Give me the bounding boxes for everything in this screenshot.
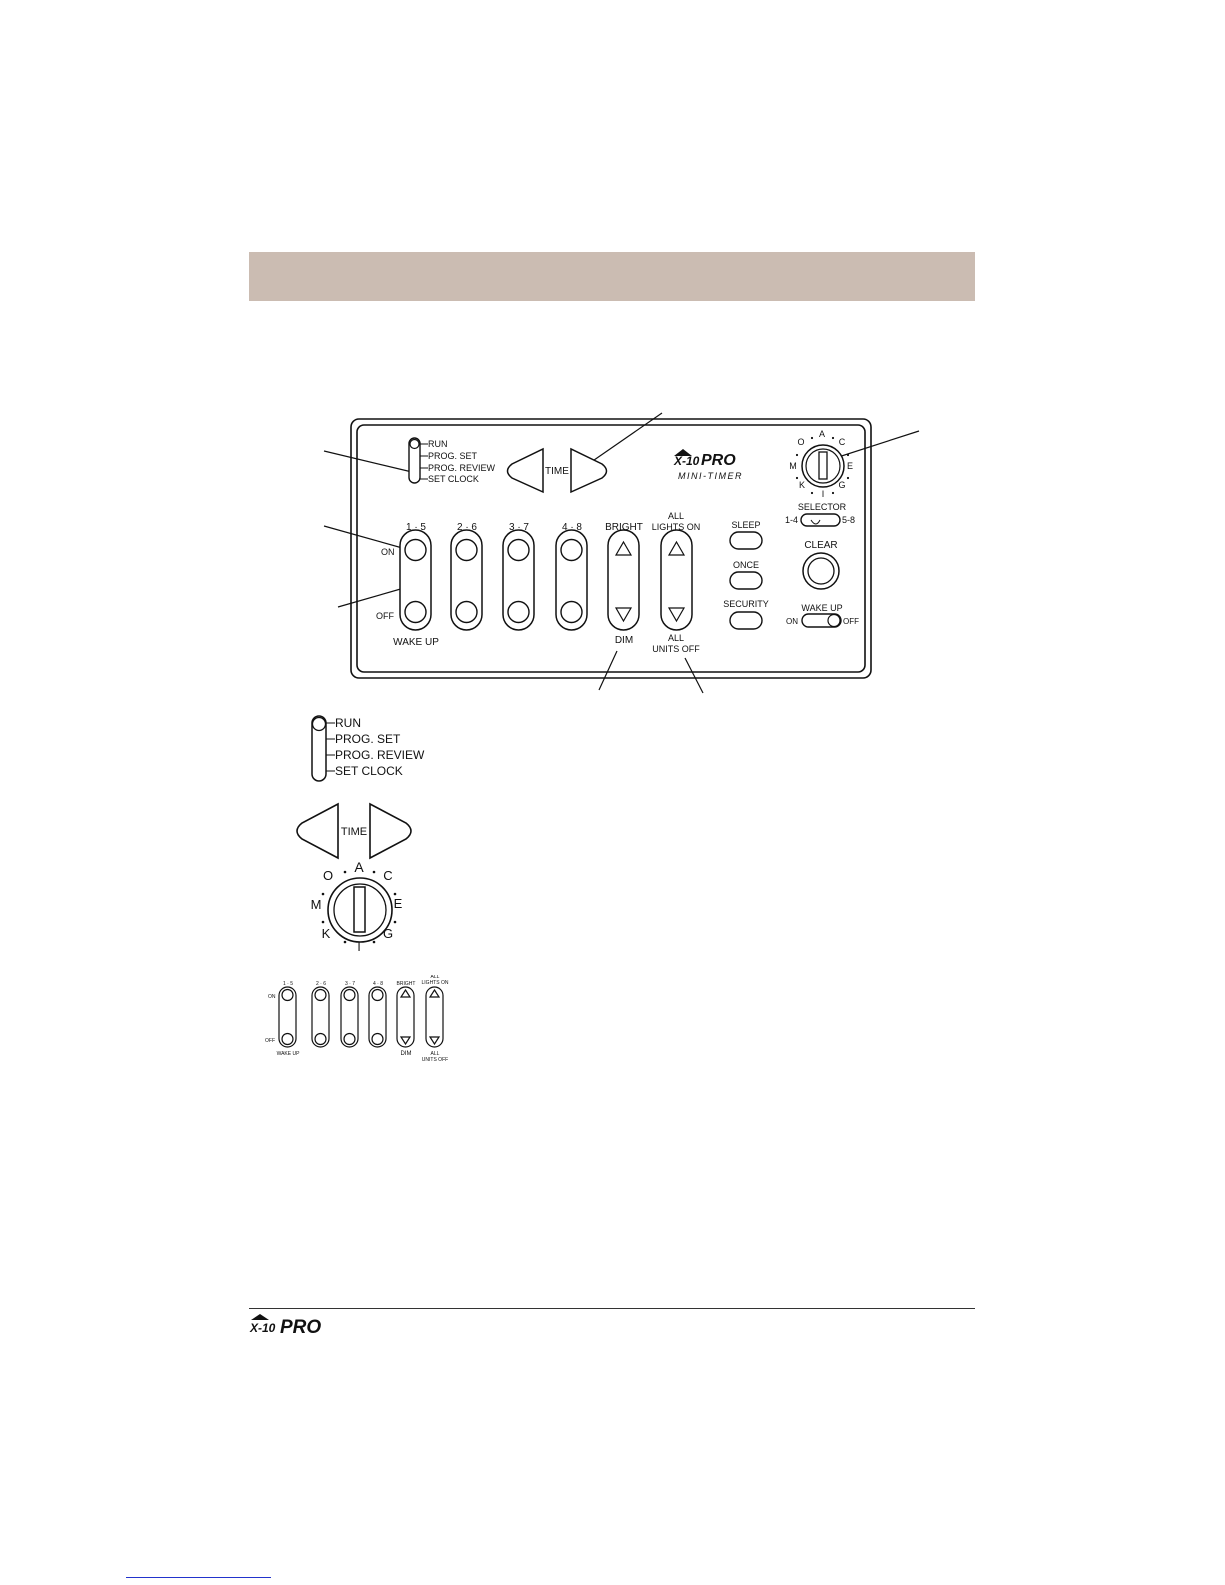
- wake-up-label: WAKE UP: [393, 637, 439, 648]
- detail-time-back-button[interactable]: [297, 804, 338, 858]
- mode-run-label: RUN: [428, 439, 448, 449]
- mini-unit-1-5-label: 1 · 5: [282, 981, 294, 987]
- detail-dial-a: A: [354, 860, 364, 875]
- time-back-button[interactable]: [508, 449, 544, 492]
- detail-time-forward-button[interactable]: [370, 804, 411, 858]
- brand-x10-text: X-10: [674, 454, 700, 468]
- detail-mode-prog-review: PROG. REVIEW: [335, 748, 425, 762]
- security-button[interactable]: [730, 612, 762, 629]
- footer-logo: [249, 1313, 349, 1337]
- all-lights-on-label-1: ALL: [667, 511, 685, 521]
- dial-letter-k: K: [798, 480, 806, 490]
- mini-unit-3-7-label: 3 · 7: [344, 981, 356, 987]
- off-label: OFF: [376, 611, 394, 621]
- bright-label: BRIGHT: [605, 522, 643, 533]
- once-label: ONCE: [732, 560, 760, 570]
- mode-switch[interactable]: [409, 438, 496, 484]
- selector-left-label: 1-4: [785, 515, 799, 525]
- mini-on-label: ON: [268, 994, 276, 1000]
- selector-right-label: 5-8: [842, 515, 856, 525]
- detail-time-buttons: [292, 800, 422, 862]
- dial-letter-c: C: [838, 437, 846, 447]
- brand-model-text: MINI-TIMER: [678, 471, 743, 481]
- unit-3-7-label: 3 · 7: [508, 522, 530, 533]
- detail-house-code-dial: [300, 860, 420, 960]
- detail-dial-m: M: [310, 897, 322, 912]
- dial-letter-o: O: [797, 437, 805, 447]
- mini-dim-label: DIM: [400, 1051, 412, 1057]
- footer-rule: [249, 1308, 975, 1309]
- dim-label: DIM: [614, 635, 634, 646]
- detail-time-label: TIME: [340, 826, 368, 838]
- detail-mode-run: RUN: [335, 716, 361, 730]
- time-buttons[interactable]: [508, 449, 607, 492]
- bottom-link-underline[interactable]: [126, 1577, 271, 1578]
- dial-letter-g: G: [838, 480, 846, 490]
- selector-title: SELECTOR: [797, 502, 847, 512]
- dial-letter-m: M: [789, 461, 797, 471]
- detail-dial-i: I: [357, 940, 361, 954]
- mode-prog-review-label: PROG. REVIEW: [428, 463, 496, 473]
- mini-wake-up-label: WAKE UP: [276, 1051, 300, 1057]
- mini-timer-panel-diagram: [0, 0, 1225, 720]
- brand-pro-text: PRO: [701, 452, 736, 469]
- footer-house-roof-icon: [251, 1314, 269, 1320]
- mini-unit-4-8-label: 4 · 8: [372, 981, 384, 987]
- unit-1-5-label: 1 · 5: [405, 522, 427, 533]
- detail-mode-switch: [300, 712, 480, 792]
- security-label: SECURITY: [723, 599, 769, 609]
- once-button[interactable]: [730, 572, 762, 589]
- mini-all-lights-on-1: ALL: [430, 975, 440, 980]
- clear-button[interactable]: [803, 540, 839, 589]
- brand-logo: [673, 449, 743, 481]
- sleep-label: SLEEP: [731, 520, 761, 530]
- dial-letter-i: I: [821, 489, 825, 499]
- wake-switch-on-label: ON: [786, 617, 798, 626]
- unit-2-6-rocker[interactable]: [451, 530, 482, 630]
- all-units-off-label-2: UNITS OFF: [652, 644, 700, 654]
- time-label: TIME: [545, 466, 569, 477]
- mini-unit-2-6-label: 2 · 6: [315, 981, 327, 987]
- wake-up-switch[interactable]: [786, 603, 859, 627]
- mini-off-label: OFF: [265, 1038, 275, 1044]
- detail-mode-prog-set: PROG. SET: [335, 732, 401, 746]
- house-code-dial[interactable]: [789, 429, 853, 499]
- bright-dim-rocker[interactable]: [608, 530, 639, 630]
- mode-set-clock-label: SET CLOCK: [428, 474, 479, 484]
- all-lights-on-label-2: LIGHTS ON: [651, 522, 701, 532]
- sleep-button[interactable]: [730, 532, 762, 549]
- footer-x10-text: X-10: [250, 1321, 276, 1335]
- mode-prog-set-label: PROG. SET: [428, 451, 478, 461]
- detail-button-bank: [255, 975, 455, 1065]
- detail-mode-set-clock: SET CLOCK: [335, 764, 403, 778]
- footer-pro-text: PRO: [280, 1317, 322, 1337]
- all-lights-rocker[interactable]: [661, 530, 692, 630]
- mini-all-units-off-1: ALL: [430, 1051, 440, 1057]
- mini-bright-label: BRIGHT: [396, 981, 416, 987]
- mini-all-lights-on-2: LIGHTS ON: [421, 980, 449, 986]
- dial-letter-e: E: [846, 461, 854, 471]
- unit-3-7-rocker[interactable]: [503, 530, 534, 630]
- unit-buttons[interactable]: [376, 511, 700, 654]
- detail-dial-g: G: [382, 926, 394, 941]
- wake-switch-title: WAKE UP: [801, 603, 843, 613]
- on-label: ON: [381, 547, 395, 557]
- detail-dial-o: O: [322, 868, 334, 883]
- clear-label: CLEAR: [804, 540, 838, 551]
- all-units-off-label-1: ALL: [667, 633, 685, 643]
- wake-switch-off-label: OFF: [843, 617, 859, 626]
- unit-4-8-label: 4 · 8: [561, 522, 583, 533]
- unit-4-8-rocker[interactable]: [556, 530, 587, 630]
- mini-all-units-off-2: UNITS OFF: [421, 1057, 449, 1063]
- detail-dial-k: K: [321, 926, 331, 941]
- detail-dial-e: E: [393, 896, 403, 911]
- unit-2-6-label: 2 · 6: [456, 522, 478, 533]
- detail-dial-c: C: [383, 868, 393, 883]
- timer-mode-buttons[interactable]: [723, 520, 769, 629]
- selector-switch[interactable]: [785, 502, 855, 526]
- dial-letter-a: A: [818, 429, 826, 439]
- unit-1-5-rocker[interactable]: [400, 530, 431, 630]
